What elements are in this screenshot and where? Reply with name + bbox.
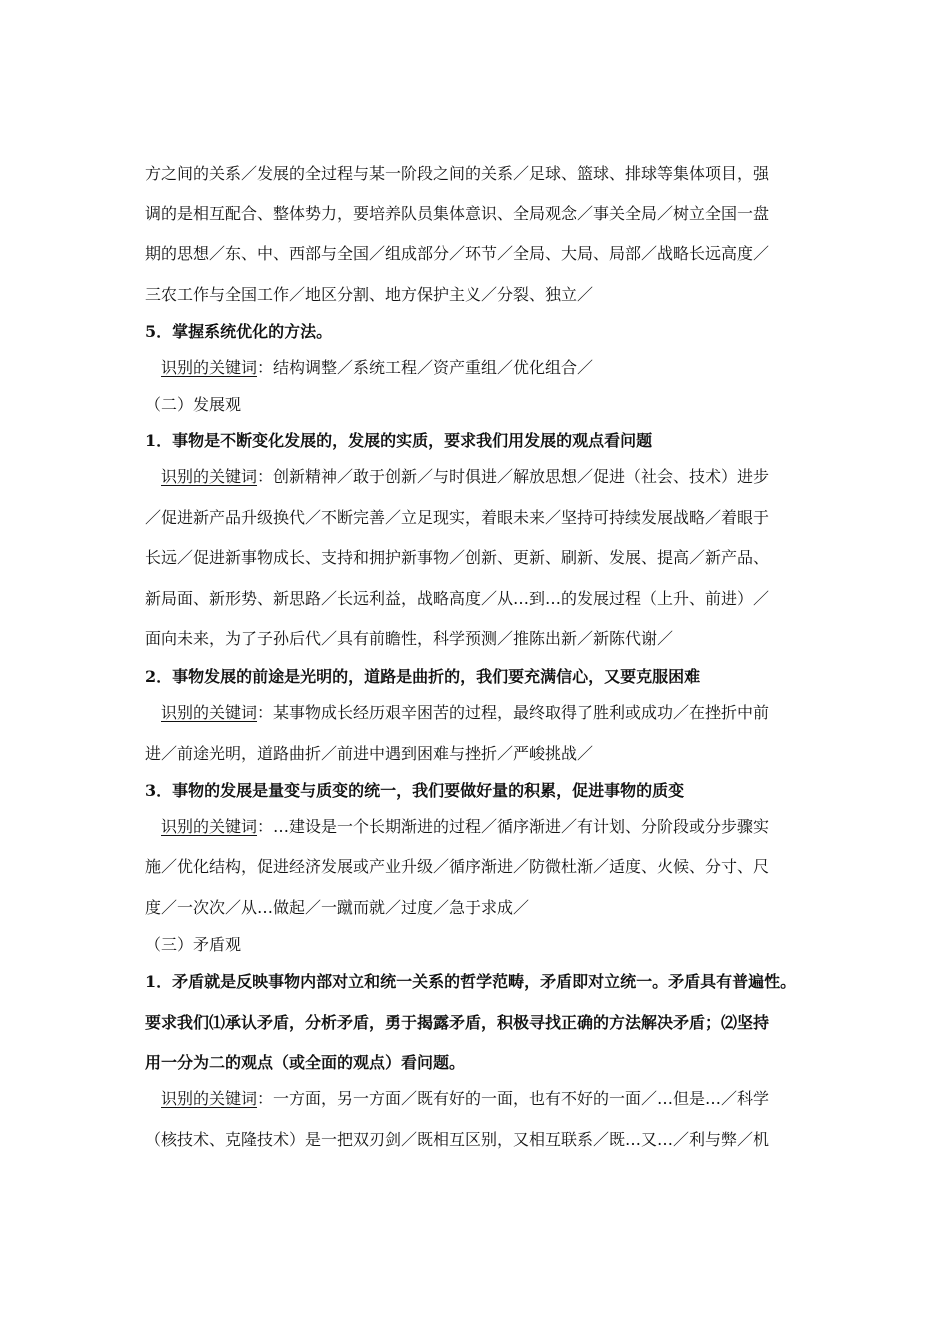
keyword-label: 识别的关键词 [161, 358, 258, 377]
text-line: 调的是相互配合、整体势力，要培养队员集体意识、全局观念／事关全局／树立全国一盘 [145, 204, 770, 223]
keyword-label: 识别的关键词 [161, 1089, 258, 1108]
section-heading: 3．事物的发展是量变与质变的统一，我们要做好量的积累，促进事物的质变 [145, 781, 685, 800]
section-heading: 2．事物发展的前途是光明的，道路是曲折的，我们要充满信心，又要克服困难 [145, 667, 701, 686]
text-line: 长远／促进新事物成长、支持和拥护新事物／创新、更新、刷新、发展、提高／新产品、 [145, 548, 770, 567]
text-line: （核技术、克隆技术）是一把双刃剑／既相互区别，又相互联系／既…又…／利与弊／机 [145, 1130, 770, 1149]
section-heading: 用一分为二的观点（或全面的观点）看问题。 [145, 1053, 466, 1072]
keyword-line: 识别的关键词：创新精神／敢于创新／与时俱进／解放思想／促进（社会、技术）进步 [161, 467, 770, 486]
text-line: 面向未来，为了子孙后代／具有前瞻性，科学预测／推陈出新／新陈代谢／ [145, 629, 674, 648]
keyword-label: 识别的关键词 [161, 817, 258, 836]
keyword-line: 识别的关键词：…建设是一个长期渐进的过程／循序渐进／有计划、分阶段或分步骤实 [161, 817, 770, 836]
keyword-label: 识别的关键词 [161, 703, 258, 722]
subsection-title: （二）发展观 [145, 395, 242, 414]
keyword-label: 识别的关键词 [161, 467, 258, 486]
text-line: 新局面、新形势、新思路／长远利益，战略高度／从…到…的发展过程（上升、前进）／ [145, 589, 770, 608]
text-line: 三农工作与全国工作／地区分割、地方保护主义／分裂、独立／ [145, 285, 594, 304]
subsection-title: （三）矛盾观 [145, 935, 242, 954]
text-line: 进／前途光明，道路曲折／前进中遇到困难与挫折／严峻挑战／ [145, 744, 594, 763]
text-line: ／促进新产品升级换代／不断完善／立足现实，着眼未来／坚持可持续发展战略／着眼于 [145, 508, 770, 527]
text-line: 施／优化结构，促进经济发展或产业升级／循序渐进／防微杜渐／适度、火候、分寸、尺 [145, 857, 770, 876]
keyword-line: 识别的关键词：结构调整／系统工程／资产重组／优化组合／ [161, 358, 594, 377]
text-line: 方之间的关系／发展的全过程与某一阶段之间的关系／足球、篮球、排球等集体项目，强 [145, 164, 770, 183]
section-heading: 1．矛盾就是反映事物内部对立和统一关系的哲学范畴，矛盾即对立统一。矛盾具有普遍性。 [145, 972, 797, 991]
section-heading: 1．事物是不断变化发展的，发展的实质，要求我们用发展的观点看问题 [145, 431, 653, 450]
section-heading: 要求我们⑴承认矛盾，分析矛盾，勇于揭露矛盾，积极寻找正确的方法解决矛盾；⑵坚持 [145, 1013, 770, 1032]
text-line: 期的思想／东、中、西部与全国／组成部分／环节／全局、大局、局部／战略长远高度／ [145, 244, 770, 263]
keyword-line: 识别的关键词：某事物成长经历艰辛困苦的过程，最终取得了胜利或成功／在挫折中前 [161, 703, 770, 722]
section-heading: 5．掌握系统优化的方法。 [145, 322, 333, 341]
keyword-line: 识别的关键词：一方面，另一方面／既有好的一面，也有不好的一面／…但是…／科学 [161, 1089, 770, 1108]
text-line: 度／一次次／从…做起／一蹴而就／过度／急于求成／ [145, 898, 530, 917]
